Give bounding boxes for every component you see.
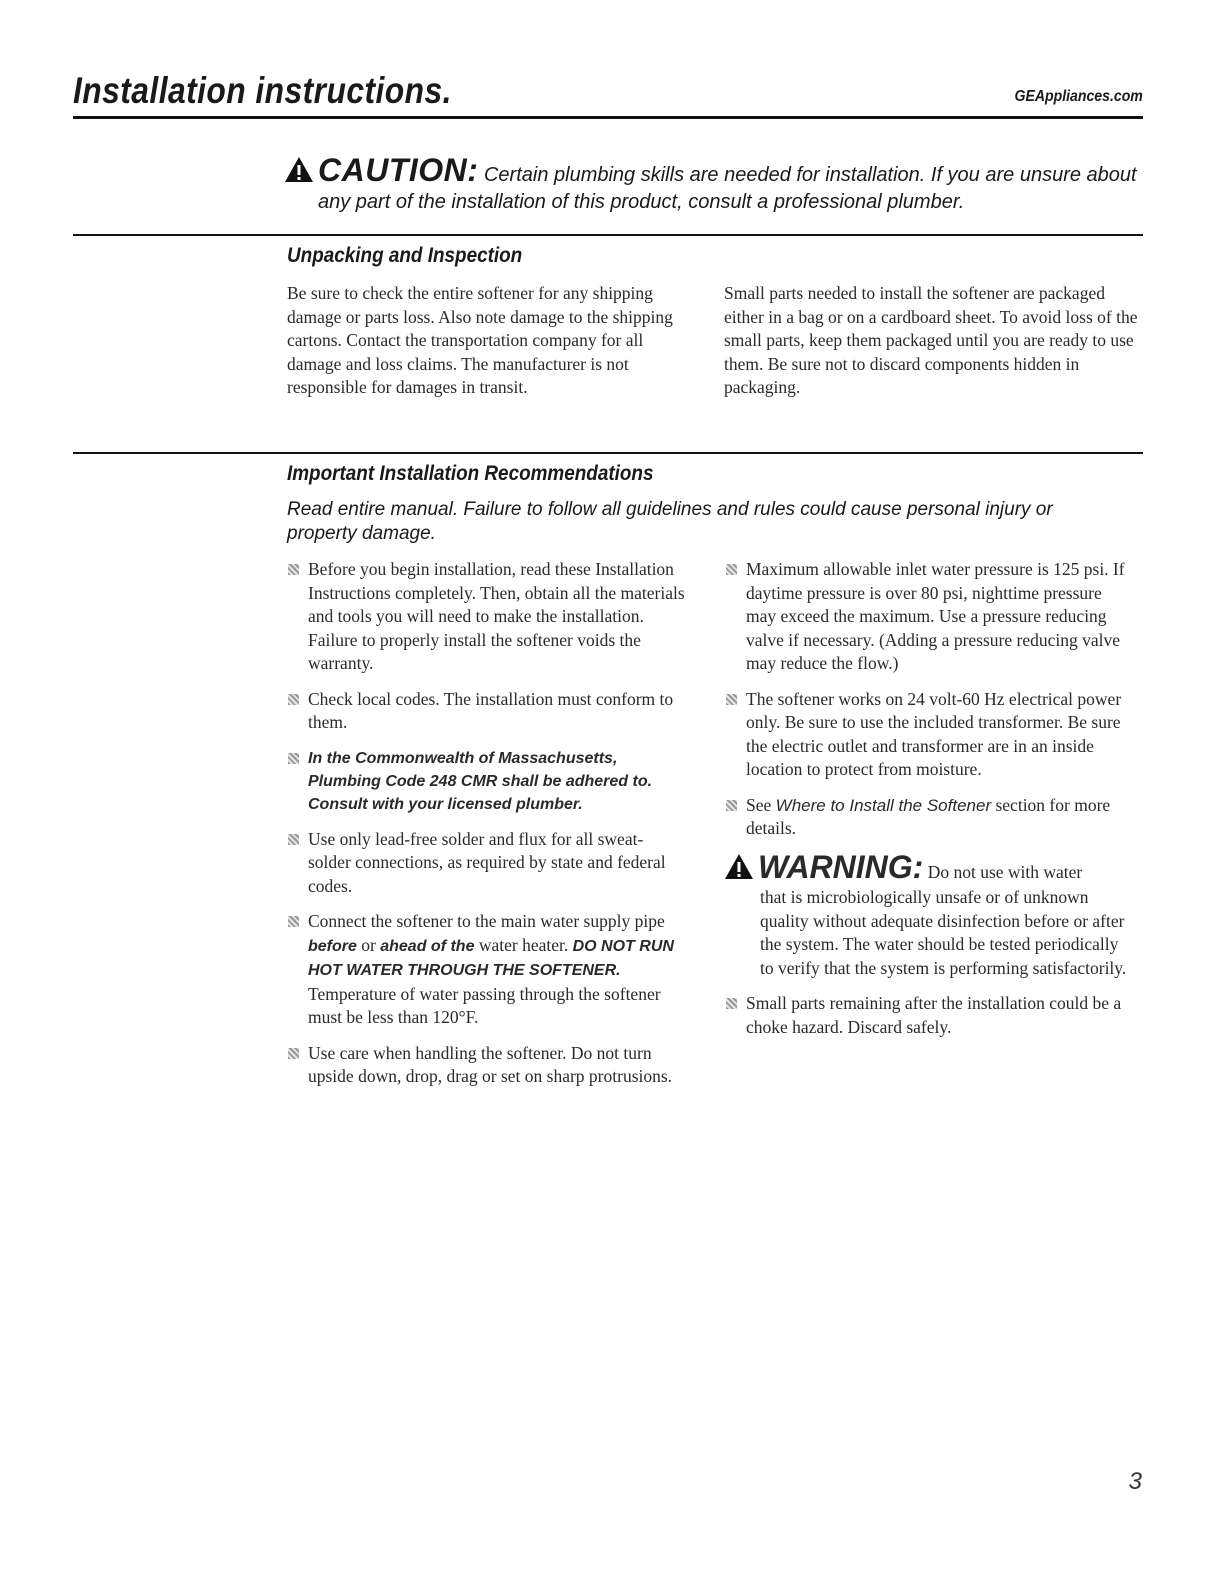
recommendations-heading: Important Installation Recommendations [287, 462, 654, 485]
unpacking-heading: Unpacking and Inspection [287, 244, 523, 267]
list-item: Use care when handling the softener. Do not turn upside down, drop, drag or set on sharp protrusions. [286, 1042, 686, 1089]
page-title: Installation instructions. [73, 70, 452, 111]
bullet-icon [288, 1048, 299, 1059]
emphasis-before: before [308, 937, 357, 955]
unpacking-paragraph-left: Be sure to check the entire softener for any shipping damage or parts loss. Also note damage to the shipping cartons. Contact the transportation company for all damage and loss claims. The manufacturer is not responsible for damages in transit. [287, 283, 673, 397]
website-label: GEAppliances.com [1014, 88, 1143, 105]
recommendations-right-column [724, 558, 1129, 1051]
header-rule [73, 116, 1143, 119]
list-item: See Where to Install the Softener section for more details. [724, 794, 1129, 841]
bullet-icon [726, 564, 737, 575]
bullet-icon [288, 834, 299, 845]
caution-text-line2: any part of the installation of this product, consult a professional plumber. [318, 191, 965, 213]
bullet-icon [288, 916, 299, 927]
emphasis-ahead: ahead of the [380, 937, 475, 955]
emphasis-hot-water: DO NOT RUN HOT WATER THROUGH THE SOFTENER. [308, 937, 674, 979]
bullet-icon [726, 694, 737, 705]
unpacking-paragraph-right: Small parts needed to install the softener are packaged either in a bag or on a cardboard sheet. To avoid loss of the small parts, keep them packaged until you are ready to use them. Be sure not to discard components hidden in packaging. [724, 283, 1138, 397]
caution-label: CAUTION: [318, 152, 479, 188]
cross-reference: Where to Install the Softener [775, 795, 992, 815]
bullet-icon [726, 998, 737, 1009]
list-item: Small parts remaining after the installation could be a choke hazard. Discard safely. [724, 992, 1129, 1039]
warning-text: that is microbiologically unsafe or of unknown quality without adequate disinfection before or after the system. The water should be tested periodically to verify that the system is performing satisfactorily. [760, 887, 1127, 978]
bullet-icon [726, 800, 737, 811]
recommendations-left-column [286, 558, 686, 1101]
list-item: Maximum allowable inlet water pressure is 125 psi. If daytime pressure is over 80 psi, nighttime pressure may exceed the maximum. Use a pressure reducing valve if necessary. (Adding a pressure reducing valve may reduce the flow.) [724, 558, 1129, 676]
warning-label: WARNING: [758, 848, 924, 885]
warning-lead-text: Do not use with water [923, 861, 1083, 882]
list-item: Before you begin installation, read these Installation Instructions completely. Then, obtain all the materials and tools you will need to make the installation. Failure to properly install the softener voids the warranty. [286, 558, 686, 676]
recommendations-intro: Read entire manual. Failure to follow all guidelines and rules could cause personal injury or property damage. [287, 499, 1053, 544]
caution-notice [284, 152, 1144, 214]
list-item: Check local codes. The installation must conform to them. [286, 688, 686, 735]
page-number: 3 [1128, 1468, 1142, 1495]
warning-notice [724, 848, 1129, 981]
caution-text-line1: Certain plumbing skills are needed for installation. If you are unsure about [483, 164, 1137, 186]
page-header [73, 70, 1143, 120]
bullet-icon [288, 694, 299, 705]
warning-triangle-icon [284, 156, 314, 189]
list-item: Connect the softener to the main water supply pipe before or ahead of the water heater. DO NOT RUN HOT WATER THROUGH THE SOFTENER. Temperature of water passing through the softener must be less than 120°F. [286, 910, 686, 1030]
list-item: The softener works on 24 volt-60 Hz electrical power only. Be sure to use the included transformer. Be sure the electric outlet and transformer are in an inside location to protect from moisture. [724, 688, 1129, 782]
list-item: Use only lead-free solder and flux for all sweat-solder connections, as required by state and federal codes. [286, 828, 686, 899]
section-divider [73, 234, 1143, 236]
warning-triangle-icon [724, 853, 754, 887]
bullet-icon [288, 753, 299, 764]
section-divider [73, 452, 1143, 454]
list-item: In the Commonwealth of Massachusetts, Plumbing Code 248 CMR shall be adhered to. Consult with your licensed plumber. [286, 747, 686, 816]
bullet-icon [288, 564, 299, 575]
